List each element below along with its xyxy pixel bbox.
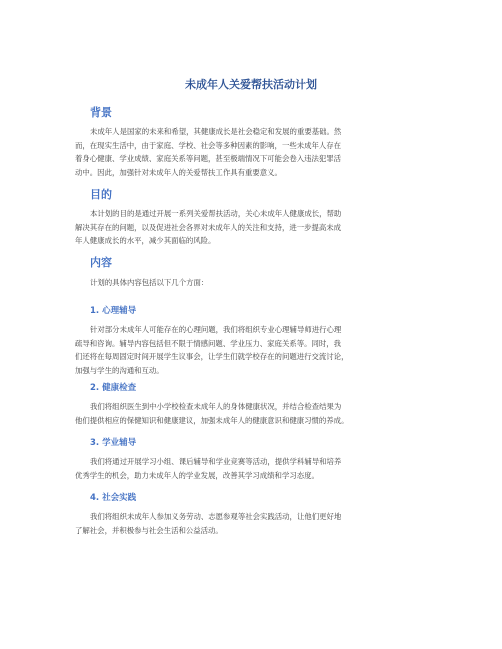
paragraph-line: 我们将组织医生到中小学校检查未成年人的身体健康状况，并结合检查结果为 [90,402,342,411]
section-heading-purpose: 目的 [90,188,112,201]
section-paragraph-content [75,276,427,290]
paragraph-line: 未成年人是国家的未来和希望，其健康成长是社会稳定和发展的重要基础。然 [90,127,342,136]
section-paragraph-purpose [75,207,427,248]
paragraph-line: 优秀学生的机会，助力未成年人的学业发展，改善其学习成绩和学习态度。 [75,470,319,480]
paragraph-line: 疏导和咨询。辅导内容包括但不限于情感问题、学业压力、家庭关系等。同时，我 [75,338,342,348]
section-paragraph-background [75,125,427,179]
paragraph-line: 年人健康成长的水平，减少其面临的风险。 [75,236,216,246]
subsection-heading-social-practice: 4. 社会实践 [90,493,137,503]
subsection-paragraph-social-practice [75,510,427,537]
subsection-heading-tutoring: 3. 学业辅导 [90,438,137,448]
paragraph-line: 而，在现实生活中，由于家庭、学校、社会等多种因素的影响，一些未成年人存在 [75,140,342,150]
paragraph-line: 我们将组织未成年人参加义务劳动、志愿参观等社会实践活动，让他们更好地 [90,512,342,521]
paragraph-line: 们还将在每周固定时间开展学生议事会，让学生们就学校存在的问题进行交流讨论， [75,352,349,362]
paragraph-line: 着身心健康、学业成绩、家庭关系等问题，甚至极端情况下可能会卷入违法犯罪活 [75,154,342,164]
paragraph-line: 我们将通过开展学习小组、课后辅导和学业竞赛等活动，提供学科辅导和培养 [90,457,342,466]
paragraph-line: 加强与学生的沟通和互动。 [75,365,164,375]
paragraph-line: 计划的具体内容包括以下几个方面： [90,278,209,287]
paragraph-line: 动中。因此，加强针对未成年人的关爱帮扶工作具有重要意义。 [75,167,282,177]
subsection-paragraph-counseling [75,323,427,377]
subsection-heading-health-check: 2. 健康检查 [90,383,137,393]
paragraph-line: 了解社会，并积极参与社会生活和公益活动。 [75,525,223,535]
section-heading-content: 内容 [90,256,112,269]
paragraph-line: 解决其存在的问题，以及促进社会各界对未成年人的关注和支持，进一步提高未成 [75,222,342,232]
subsection-heading-counseling: 1. 心理辅导 [90,306,137,316]
paragraph-line: 他们提供相应的保健知识和健康建议，加强未成年人的健康意识和健康习惯的养成。 [75,415,349,425]
section-heading-background: 背景 [90,106,112,119]
paragraph-line: 针对部分未成年人可能存在的心理问题，我们将组织专业心理辅导师进行心理 [90,325,342,334]
subsection-paragraph-tutoring [75,455,427,482]
paragraph-line: 本计划的目的是通过开展一系列关爱帮扶活动，关心未成年人健康成长，帮助 [90,209,342,218]
document-title: 未成年人关爱帮扶活动计划 [185,78,317,91]
subsection-paragraph-health-check [75,400,427,427]
